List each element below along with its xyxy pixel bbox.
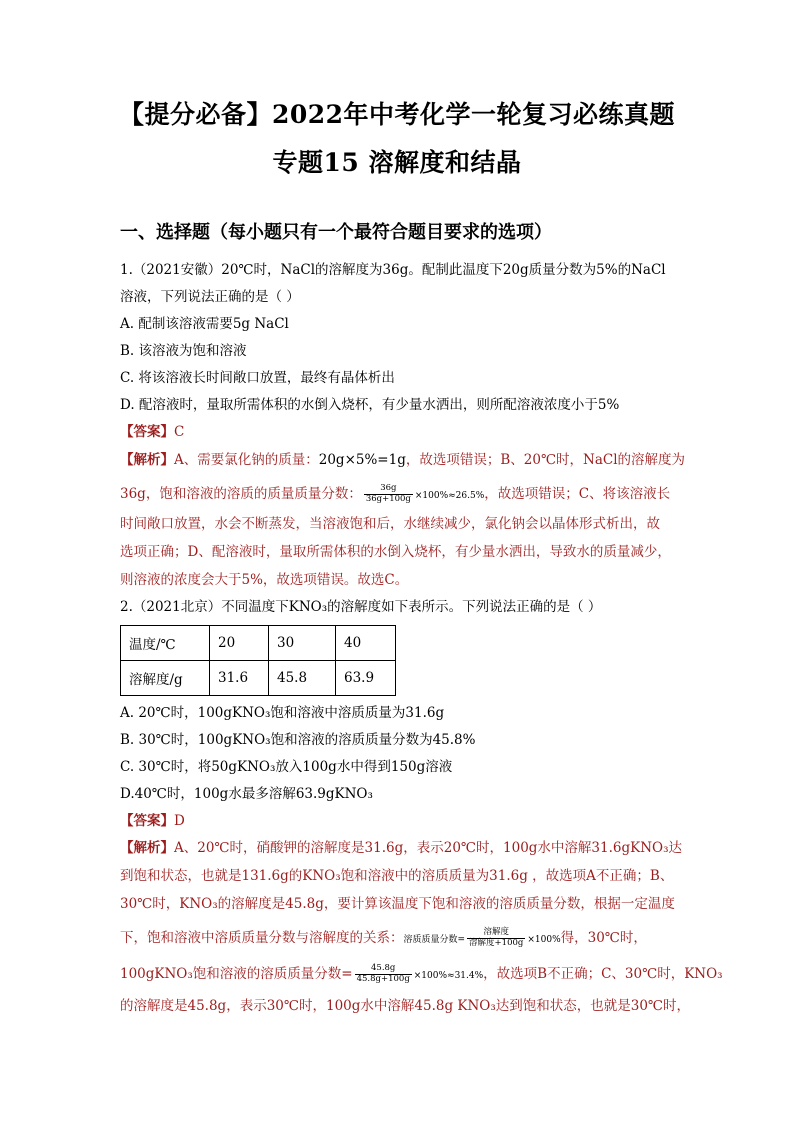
fraction-numerator: 36g [364, 484, 413, 495]
document-title: 【提分必备】2022年中考化学一轮复习必练真题 [118, 100, 676, 129]
document-subtitle: 专题15 溶解度和结晶 [272, 148, 522, 177]
q1-option-a: A. 配制该溶液需要5g NaCl [120, 316, 289, 332]
q2-analysis-line6: 的溶解度是45.8g，表示30℃时，100g水中溶解45.8g KNO₃达到饱和状态，也就是30℃时， [120, 998, 691, 1014]
table-cell: 45.8 [269, 661, 336, 696]
answer-tag: 【答案】 [120, 813, 174, 829]
fraction [355, 964, 412, 985]
solubility-table [120, 625, 396, 696]
fraction [467, 928, 525, 949]
q1-analysis-line5: 则溶液的浓度会大于5%，故选项错误。故选C。 [120, 572, 409, 588]
analysis-text: 36g，饱和溶液的溶质的质量质量分数： [120, 485, 362, 502]
fraction-tail: ×100% [527, 934, 561, 945]
q1-analysis-line3: 时间敞口放置，水会不断蒸发，当溶液饱和后，水继续减少，氯化钠会以晶体形式析出，故 [120, 516, 660, 532]
analysis-text: ，故选项B不正确；C、30℃时，KNO₃ [483, 965, 723, 982]
analysis-text: 100gKNO₃饱和溶液的溶质质量分数= [120, 965, 353, 982]
table-cell: 溶解度/g [121, 661, 210, 696]
q2-analysis-line4 [120, 928, 647, 949]
q1-stem-line1: 1.（2021安徽）20℃时，NaCl的溶解度为36g。配制此温度下20g质量分数为5%的NaCl [120, 262, 666, 278]
analysis-text: ，故选项错误；B、20℃时，NaCl的溶解度为 [405, 452, 686, 468]
q1-option-c: C. 将该溶液长时间敞口放置，最终有晶体析出 [120, 370, 395, 386]
q1-option-d: D. 配溶液时，量取所需体积的水倒入烧杯，有少量水洒出，则所配溶液浓度小于5% [120, 397, 620, 413]
answer-tag: 【答案】 [120, 424, 174, 440]
analysis-text: 得，30℃时， [560, 929, 647, 946]
q1-analysis-line4: 选项正确；D、配溶液时，量取所需体积的水倒入烧杯，有少量水洒出，导致水的质量减少， [120, 544, 671, 560]
q1-stem-line2: 溶液，下列说法正确的是（ ） [120, 289, 300, 305]
q2-analysis-line5 [120, 964, 723, 985]
fraction-numerator: 溶解度 [467, 928, 525, 939]
q2-option-a: A. 20℃时，100gKNO₃饱和溶液中溶质质量为31.6g [120, 705, 445, 721]
q2-analysis-line1 [120, 840, 682, 856]
table-cell: 20 [210, 626, 269, 661]
table-cell: 31.6 [210, 661, 269, 696]
table-row [121, 661, 396, 696]
formula-left: 溶质质量分数= [403, 934, 466, 945]
analysis-text: ，故选项错误；C、将该溶液长 [484, 485, 671, 502]
table-cell: 40 [336, 626, 396, 661]
q2-answer [120, 813, 185, 829]
q2-option-d: D.40℃时，100g水最多溶解63.9gKNO₃ [120, 786, 373, 802]
fraction-denominator: 溶解度+100g [469, 937, 524, 948]
answer-value: C [174, 424, 185, 440]
fraction-denominator: 36g+100g [365, 493, 411, 504]
q1-answer [120, 424, 184, 440]
q1-option-b: B. 该溶液为饱和溶液 [120, 343, 247, 359]
table-cell: 30 [269, 626, 336, 661]
q2-analysis-line2: 到饱和状态，也就是131.6g的KNO₃饱和溶液中的溶质质量为31.6g ，故选项A不正确；B、 [120, 868, 674, 884]
answer-value: D [174, 813, 185, 829]
section-heading: 一、选择题（每小题只有一个最符合题目要求的选项） [120, 222, 552, 243]
analysis-text: 下，饱和溶液中溶质质量分数与溶解度的关系： [120, 929, 404, 946]
q2-stem: 2.（2021北京）不同温度下KNO₃的溶解度如下表所示。下列说法正确的是（ ） [120, 599, 602, 615]
analysis-calc: 20g×5%=1g [318, 452, 406, 468]
analysis-tag: 【解析】 [120, 452, 174, 468]
table-cell: 温度/℃ [121, 626, 210, 661]
analysis-text: A、20℃时，硝酸钾的溶解度是31.6g，表示20℃时，100g水中溶解31.6gKNO₃达 [174, 840, 682, 856]
fraction-tail: ×100%≈31.4% [413, 970, 484, 981]
table-cell: 63.9 [336, 661, 396, 696]
table-row [121, 626, 396, 661]
q2-analysis-line3: 30℃时，KNO₃的溶解度是45.8g，要计算该温度下饱和溶液的溶质质量分数，根据一定温度 [120, 896, 675, 912]
fraction-numerator: 45.8g [355, 964, 412, 975]
fraction-tail: ×100%≈26.5% [414, 490, 485, 501]
analysis-tag: 【解析】 [120, 840, 174, 856]
q2-option-b: B. 30℃时，100gKNO₃饱和溶液的溶质质量分数为45.8% [120, 732, 476, 748]
q2-option-c: C. 30℃时，将50gKNO₃放入100g水中得到150g溶液 [120, 759, 453, 775]
fraction-denominator: 45.8g+100g [356, 973, 410, 984]
q1-analysis-line2 [120, 484, 670, 505]
analysis-text: A、需要氯化钠的质量： [174, 452, 319, 468]
fraction [364, 484, 413, 505]
q1-analysis-line1 [120, 452, 685, 468]
